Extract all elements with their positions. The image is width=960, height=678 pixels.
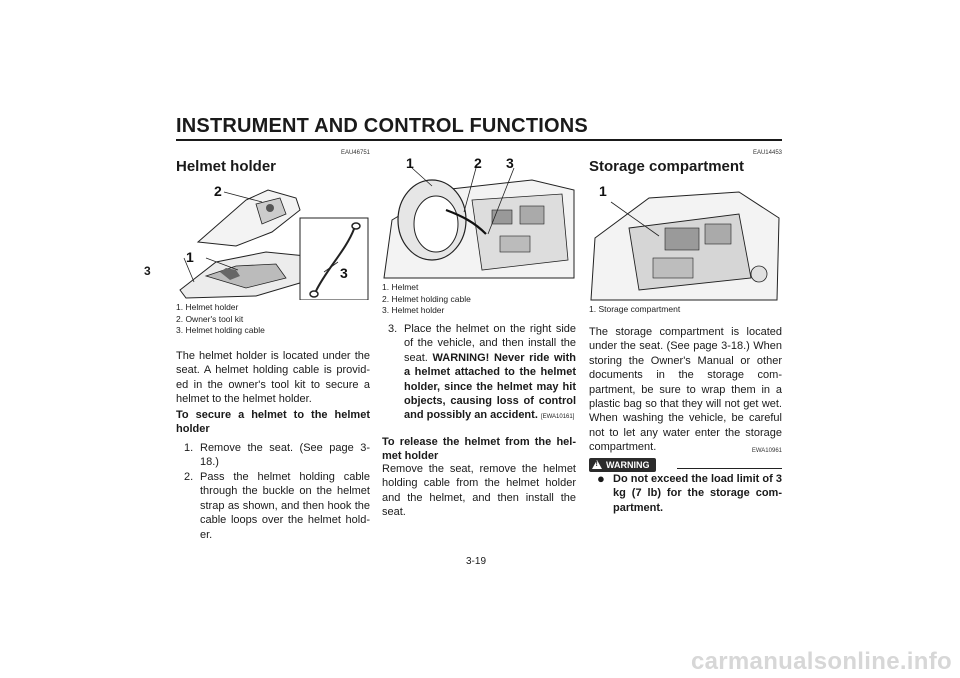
figure-captions-2 xyxy=(382,282,576,317)
figure-storage-compartment xyxy=(589,178,782,302)
inline-warning: WARNING! Never ride with a helmet attached to the helmet holder, since the helmet may hit objects, causing loss of control and possibly an accident. xyxy=(404,351,576,422)
step-number: 3. xyxy=(388,323,398,335)
figure-captions-3 xyxy=(589,304,782,316)
storage-text: The storage compartment is located under the seat. (See page 3-18.) When storing the Owner's Manual or other documents in the storage com-partment, be sure to wrap them in a plastic bag so that they will not get wet. When washing the vehicle, be careful not to let any water enter the storage compartment. xyxy=(589,326,782,454)
figure-helmet-attached xyxy=(382,150,576,280)
helmet-holder-intro: The helmet holder is located under the seat. A helmet holding cable is provid-ed in the owner's tool kit to secure a helmet to the helmet holder. xyxy=(176,350,370,406)
step-3 xyxy=(388,322,576,425)
step-2 xyxy=(184,470,370,542)
step-text: Pass the helmet holding cable through the buckle on the helmet strap as shown, and then hook the cable loops over the helmet hold-er. xyxy=(200,471,370,541)
warning-header xyxy=(589,455,782,471)
caption-item: 1. Helmet xyxy=(382,282,419,292)
caption-item: 3. Helmet holder xyxy=(382,305,445,315)
figure-captions-1 xyxy=(176,302,370,337)
helmet-holder-illustration xyxy=(176,180,370,300)
warning-label: WARNING xyxy=(606,460,650,470)
bullet-icon: ● xyxy=(597,471,605,486)
caption-item: 2. Owner's tool kit xyxy=(176,313,244,324)
callout-1: 1 xyxy=(406,155,414,171)
section-heading-storage: Storage compartment xyxy=(589,158,745,175)
section-code: EAU46751 xyxy=(340,150,370,156)
step-number: 2. xyxy=(184,471,194,483)
release-text: Remove the seat, remove the helmet holding cable from the helmet holder and the helmet, and then install the seat. xyxy=(382,463,576,519)
caption-item: 1. Storage compartment xyxy=(589,304,681,314)
callout-1: 1 xyxy=(599,183,607,199)
caption-item: 3. Helmet holding cable xyxy=(176,325,265,335)
helmet-attached-illustration xyxy=(382,150,576,280)
subheading-release-helmet: To release the helmet from the hel-met holder xyxy=(382,436,576,463)
step-text: Place the helmet on the right side of the vehicle, and then install the seat. xyxy=(404,323,576,364)
step-1 xyxy=(184,441,370,470)
caption-item: 2. Helmet holding cable xyxy=(382,293,471,304)
callout-2: 2 xyxy=(474,155,482,171)
callout-1: 1 xyxy=(186,249,194,265)
warning-badge xyxy=(589,458,656,472)
callout-3: 3 xyxy=(506,155,514,171)
header-rule xyxy=(176,139,782,141)
warning-text: Do not exceed the load limit of 3 kg (7 lb) for the storage com-partment. xyxy=(613,473,782,514)
section-code: EAU14453 xyxy=(752,150,782,156)
section-heading-helmet-holder: Helmet holder xyxy=(176,158,277,175)
warning-code: [EWA10161] xyxy=(540,414,575,421)
figure-helmet-holder xyxy=(176,180,370,300)
caption-item: 1. Helmet holder xyxy=(176,302,239,312)
page-header-title: INSTRUMENT AND CONTROL FUNCTIONS xyxy=(176,115,588,137)
page-number: 3-19 xyxy=(466,556,487,567)
warning-code: EWA10961 xyxy=(751,448,782,454)
watermark: carmanualsonline.info xyxy=(690,648,952,675)
storage-compartment-illustration xyxy=(589,178,782,302)
subheading-secure-helmet: To secure a helmet to the helmet holder xyxy=(176,409,370,436)
step-number: 1. xyxy=(184,442,194,454)
chapter-tab: 3 xyxy=(144,264,151,278)
callout-2: 2 xyxy=(214,183,222,199)
callout-3: 3 xyxy=(340,265,348,281)
step-text: Remove the seat. (See page 3-18.) xyxy=(200,442,370,469)
warning-rule xyxy=(677,468,782,469)
warning-item xyxy=(597,472,782,515)
warning-triangle-icon xyxy=(592,460,602,469)
